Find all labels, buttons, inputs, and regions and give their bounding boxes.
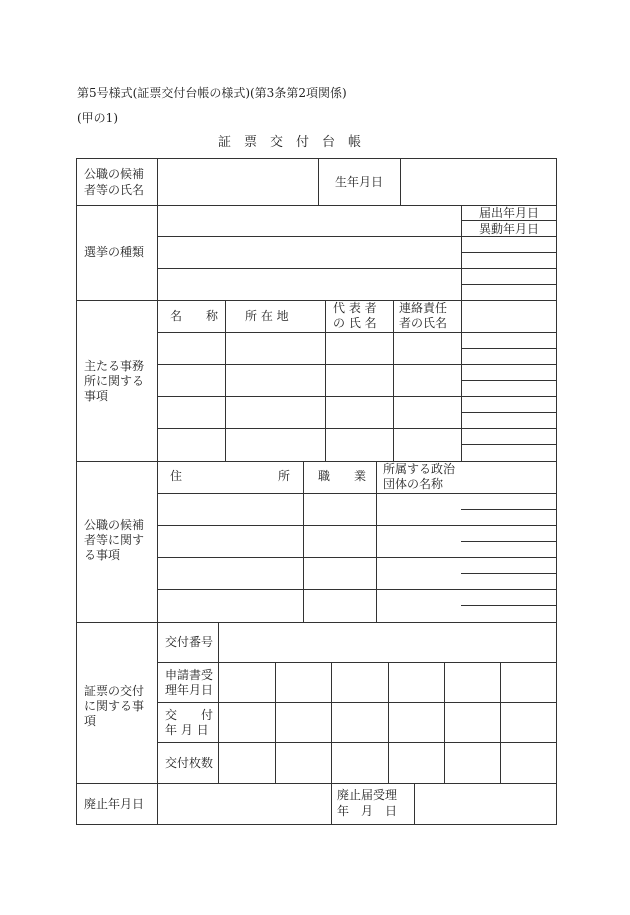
issue-number-label: 交付番号 <box>165 635 214 649</box>
office-col-contact-line1: 連絡責任 <box>399 301 448 315</box>
office-label-line1: 主たる事務 <box>84 359 145 373</box>
candidate-label-line3: る事項 <box>84 548 121 562</box>
office-label-line2: 所に関する <box>84 374 145 388</box>
candidate-col-occupation: 職 業 <box>318 469 367 483</box>
candidate-name-label-line2: 者等の氏名 <box>84 183 145 197</box>
office-col-representative-line2: の 氏 名 <box>333 316 377 330</box>
abolish-received-label-line2: 年 月 日 <box>337 804 398 818</box>
document-title: 証 票 交 付 台 帳 <box>218 135 362 150</box>
birth-date-label: 生年月日 <box>335 175 384 189</box>
candidate-name-label-line1: 公職の候補 <box>84 167 145 181</box>
office-col-representative-line1: 代 表 者 <box>333 301 377 315</box>
abolish-received-label-line1: 廃止届受理 <box>337 788 398 802</box>
abolish-date-label: 廃止年月日 <box>84 797 145 811</box>
election-type-label: 選挙の種類 <box>84 245 145 259</box>
candidate-col-party-line2: 団体の名称 <box>383 477 444 491</box>
changed-date-label: 異動年月日 <box>479 222 540 236</box>
issue-date-label-line2: 年 月 日 <box>165 723 209 737</box>
certificate-label-line2: に関する事 <box>84 699 145 713</box>
issue-date-label-line1: 交 付 <box>165 708 214 722</box>
office-col-contact-line2: 者の氏名 <box>399 316 448 330</box>
candidate-col-party-line1: 所属する政治 <box>383 462 456 476</box>
form-sub-label: (甲の1) <box>77 111 118 125</box>
application-date-label-line1: 申請書受 <box>165 668 214 682</box>
candidate-col-address-b: 所 <box>278 469 291 483</box>
office-col-name: 名 称 <box>170 309 219 323</box>
office-col-location: 所 在 地 <box>245 309 289 323</box>
candidate-col-address-a: 住 <box>170 469 183 483</box>
candidate-label-line2: 者等に関す <box>84 533 145 547</box>
certificate-label-line3: 項 <box>84 714 97 728</box>
application-date-label-line2: 理年月日 <box>165 683 214 697</box>
issue-count-label: 交付枚数 <box>165 756 214 770</box>
form-title: 第5号様式(証票交付台帳の様式)(第3条第2項関係) <box>77 86 347 100</box>
candidate-label-line1: 公職の候補 <box>84 518 145 532</box>
office-label-line3: 事項 <box>84 389 109 403</box>
certificate-label-line1: 証票の交付 <box>84 684 145 698</box>
filed-date-label: 届出年月日 <box>479 206 540 220</box>
